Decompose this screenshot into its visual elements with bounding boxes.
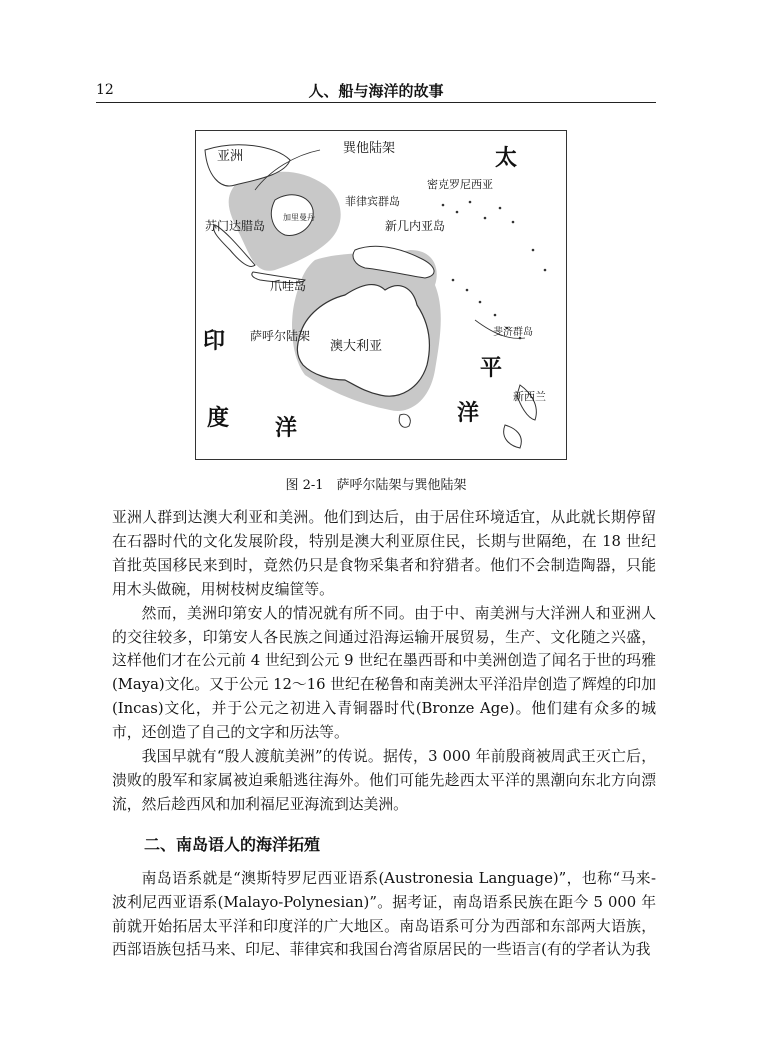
label-sumatra: 苏门达腊岛 bbox=[205, 219, 266, 233]
label-sahul: 萨呼尔陆架 bbox=[250, 329, 311, 343]
label-new-guinea: 新几内亚岛 bbox=[385, 219, 446, 233]
page-number: 12 bbox=[96, 82, 114, 98]
label-du: 度 bbox=[207, 405, 230, 431]
page-header bbox=[96, 78, 656, 100]
label-asia: 亚洲 bbox=[217, 149, 244, 164]
label-java: 爪哇岛 bbox=[270, 279, 307, 293]
label-sunda: 巽他陆架 bbox=[343, 141, 396, 156]
map-svg bbox=[195, 130, 567, 460]
label-yang-right: 洋 bbox=[457, 400, 480, 426]
tasmania-land bbox=[399, 414, 410, 427]
label-ping: 平 bbox=[480, 355, 503, 381]
map-figure bbox=[195, 130, 567, 460]
label-nz: 新西兰 bbox=[513, 390, 546, 403]
label-tai: 太 bbox=[495, 145, 518, 171]
body-text bbox=[112, 506, 656, 962]
label-yang-left: 洋 bbox=[275, 415, 298, 441]
header-rule bbox=[96, 102, 656, 103]
figure-caption: 图 2-1 萨呼尔陆架与巽他陆架 bbox=[285, 478, 467, 493]
paragraph-2: 然而，美洲印第安人的情况就有所不同。由于中、南美洲与大洋洲人和亚洲人的交往较多，印第安人各民族之间通过沿海运输开展贸易，生产、文化随之兴盛，这样他们才在公元前 4 世纪到公元 9 世纪在墨西哥和中美洲创造了闻名于世的玛雅(Maya)文化。又于公元 12～16 世纪在秘鲁和南美洲太平洋沿岸创造了辉煌的印加(Incas)文化，并于公元之初进入青铜器时代(Bronze Age)。他们建有众多的城市，还创造了自己的文字和历法等。 bbox=[112, 604, 656, 742]
label-islands: 斐济群岛 bbox=[493, 327, 533, 338]
label-yin: 印 bbox=[203, 328, 226, 354]
label-kalimantan: 加里曼丹 bbox=[283, 213, 315, 222]
paragraph-3: 我国早就有“殷人渡航美洲”的传说。据传，3 000 年前殷商被周武王灭亡后，溃败的殷军和家属被迫乘船逃往海外。他们可能先趁西太平洋的黑潮向东北方向漂流，然后趁西风和加利福尼亚海流到达美洲。 bbox=[112, 748, 656, 813]
paragraph-1: 亚洲人群到达澳大利亚和美洲。他们到达后，由于居住环境适宜，从此就长期停留在石器时代的文化发展阶段，特别是澳大利亚原住民，长期与世隔绝，在 18 世纪首批英国移民来到时，竟然仍只是食物采集者和狩猎者。他们不会制造陶器，只能用木头做碗，用树枝树皮编筐等。 bbox=[112, 509, 656, 598]
label-micronesia: 密克罗尼西亚 bbox=[427, 178, 493, 191]
label-australia: 澳大利亚 bbox=[330, 339, 383, 354]
section-heading: 二、南岛语人的海洋拓殖 bbox=[144, 834, 321, 854]
label-philippines: 菲律宾群岛 bbox=[345, 195, 400, 208]
running-title: 人、船与海洋的故事 bbox=[308, 82, 444, 100]
paragraph-4: 南岛语系就是“澳斯特罗尼西亚语系(Austronesia Language)”，也称“马来-波利尼西亚语系(Malayo-Polynesian)”。据考证，南岛语系民族在距今 5 000 年前就开始拓居太平洋和印度洋的广大地区。南岛语系可分为西部和东部两大语族，西部语族包括马来、印尼、菲律宾和我国台湾省原居民的一些语言(有的学者认为我 bbox=[112, 869, 656, 959]
